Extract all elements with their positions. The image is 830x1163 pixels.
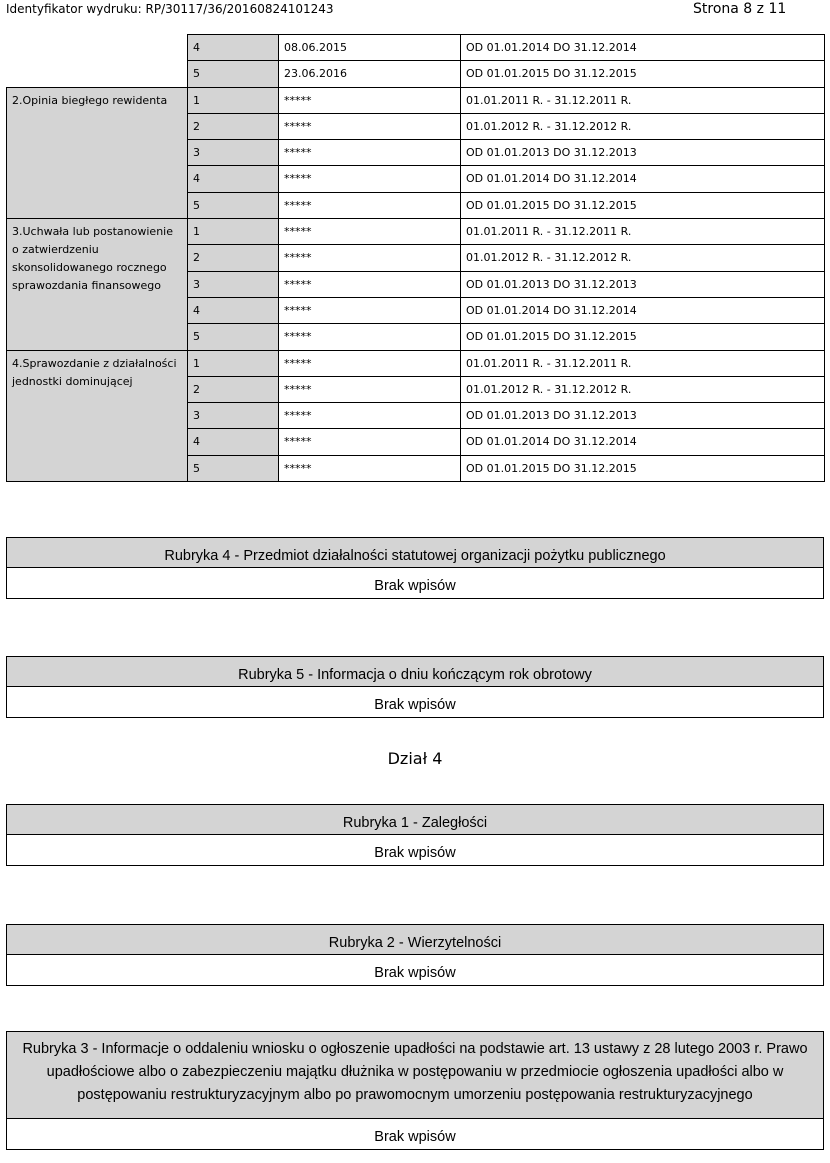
table-row bbox=[7, 350, 825, 376]
row-date: ***** bbox=[279, 324, 461, 350]
rubryka-title: Rubryka 3 - Informacje o oddaleniu wniosku o ogłoszenie upadłości na podstawie art. 13 ustawy z 28 lutego 2003 r. Prawo upadłościowe albo o zabezpieczeniu majątku dłużnika w postępowaniu w przedmiocie ogłoszenia upadłości albo w postępowaniu restrukturyzacyjnym albo po prawomocnym umorzeniu postępowania restrukturyzacyjnego bbox=[7, 1032, 823, 1119]
row-number: 5 bbox=[188, 192, 279, 218]
row-period: OD 01.01.2014 DO 31.12.2014 bbox=[461, 166, 825, 192]
row-date: ***** bbox=[279, 192, 461, 218]
row-number: 2 bbox=[188, 245, 279, 271]
row-number: 1 bbox=[188, 87, 279, 113]
row-period: 01.01.2012 R. - 31.12.2012 R. bbox=[461, 376, 825, 402]
row-period: OD 01.01.2013 DO 31.12.2013 bbox=[461, 403, 825, 429]
row-date: ***** bbox=[279, 219, 461, 245]
row-period: 01.01.2011 R. - 31.12.2011 R. bbox=[461, 350, 825, 376]
row-date: ***** bbox=[279, 297, 461, 323]
row-number: 1 bbox=[188, 350, 279, 376]
row-date: ***** bbox=[279, 376, 461, 402]
row-number: 2 bbox=[188, 113, 279, 139]
row-period: OD 01.01.2014 DO 31.12.2014 bbox=[461, 429, 825, 455]
row-number: 5 bbox=[188, 61, 279, 87]
rubryka-body: Brak wpisów bbox=[374, 697, 456, 713]
row-number: 5 bbox=[188, 324, 279, 350]
row-date: ***** bbox=[279, 455, 461, 481]
rubryka-4-section bbox=[6, 537, 824, 599]
row-period: OD 01.01.2015 DO 31.12.2015 bbox=[461, 324, 825, 350]
row-date: ***** bbox=[279, 245, 461, 271]
row-period: OD 01.01.2013 DO 31.12.2013 bbox=[461, 140, 825, 166]
rubryka-body: Brak wpisów bbox=[374, 845, 456, 861]
row-date: 23.06.2016 bbox=[279, 61, 461, 87]
empty-label-cell bbox=[7, 35, 188, 88]
rubryka-title: Rubryka 5 - Informacja o dniu kończącym rok obrotowy bbox=[7, 657, 823, 687]
row-date: ***** bbox=[279, 350, 461, 376]
rubryka-title: Rubryka 2 - Wierzytelności bbox=[7, 925, 823, 955]
row-period: 01.01.2011 R. - 31.12.2011 R. bbox=[461, 87, 825, 113]
row-period: OD 01.01.2015 DO 31.12.2015 bbox=[461, 455, 825, 481]
page-number: Strona 8 z 11 bbox=[693, 1, 787, 17]
row-number: 4 bbox=[188, 429, 279, 455]
section-heading: Dział 4 bbox=[387, 749, 443, 768]
row-number: 3 bbox=[188, 140, 279, 166]
group-label: 3.Uchwała lub postanowienie o zatwierdzeniu skonsolidowanego rocznego sprawozdania finansowego bbox=[7, 219, 188, 350]
row-period: OD 01.01.2015 DO 31.12.2015 bbox=[461, 192, 825, 218]
row-number: 1 bbox=[188, 219, 279, 245]
row-number: 4 bbox=[188, 35, 279, 61]
rubryka-body: Brak wpisów bbox=[374, 1129, 456, 1145]
table-row bbox=[7, 87, 825, 113]
row-date: ***** bbox=[279, 140, 461, 166]
row-date: ***** bbox=[279, 429, 461, 455]
row-date: 08.06.2015 bbox=[279, 35, 461, 61]
row-date: ***** bbox=[279, 113, 461, 139]
rubryka-title: Rubryka 4 - Przedmiot działalności statutowej organizacji pożytku publicznego bbox=[7, 538, 823, 568]
table-row bbox=[7, 35, 825, 61]
financial-documents-table bbox=[6, 34, 825, 482]
rubryka-body: Brak wpisów bbox=[374, 965, 456, 981]
row-date: ***** bbox=[279, 87, 461, 113]
row-date: ***** bbox=[279, 403, 461, 429]
row-number: 5 bbox=[188, 455, 279, 481]
row-period: OD 01.01.2015 DO 31.12.2015 bbox=[461, 61, 825, 87]
print-identifier: Identyfikator wydruku: RP/30117/36/20160824101243 bbox=[6, 2, 334, 16]
row-number: 4 bbox=[188, 297, 279, 323]
row-period: OD 01.01.2014 DO 31.12.2014 bbox=[461, 35, 825, 61]
dzial4-rubryka-1-section bbox=[6, 804, 824, 866]
table-row bbox=[7, 219, 825, 245]
group-label: 4.Sprawozdanie z działalności jednostki dominującej bbox=[7, 350, 188, 481]
row-number: 3 bbox=[188, 403, 279, 429]
dzial4-rubryka-2-section bbox=[6, 924, 824, 986]
row-period: OD 01.01.2014 DO 31.12.2014 bbox=[461, 297, 825, 323]
row-date: ***** bbox=[279, 166, 461, 192]
rubryka-title: Rubryka 1 - Zaległości bbox=[7, 805, 823, 835]
row-number: 2 bbox=[188, 376, 279, 402]
row-number: 4 bbox=[188, 166, 279, 192]
row-period: 01.01.2012 R. - 31.12.2012 R. bbox=[461, 113, 825, 139]
row-period: OD 01.01.2013 DO 31.12.2013 bbox=[461, 271, 825, 297]
rubryka-body: Brak wpisów bbox=[374, 578, 456, 594]
rubryka-5-section bbox=[6, 656, 824, 718]
row-period: 01.01.2012 R. - 31.12.2012 R. bbox=[461, 245, 825, 271]
dzial4-rubryka-3-section bbox=[6, 1031, 824, 1150]
row-number: 3 bbox=[188, 271, 279, 297]
group-label: 2.Opinia biegłego rewidenta bbox=[7, 87, 188, 218]
row-period: 01.01.2011 R. - 31.12.2011 R. bbox=[461, 219, 825, 245]
row-date: ***** bbox=[279, 271, 461, 297]
